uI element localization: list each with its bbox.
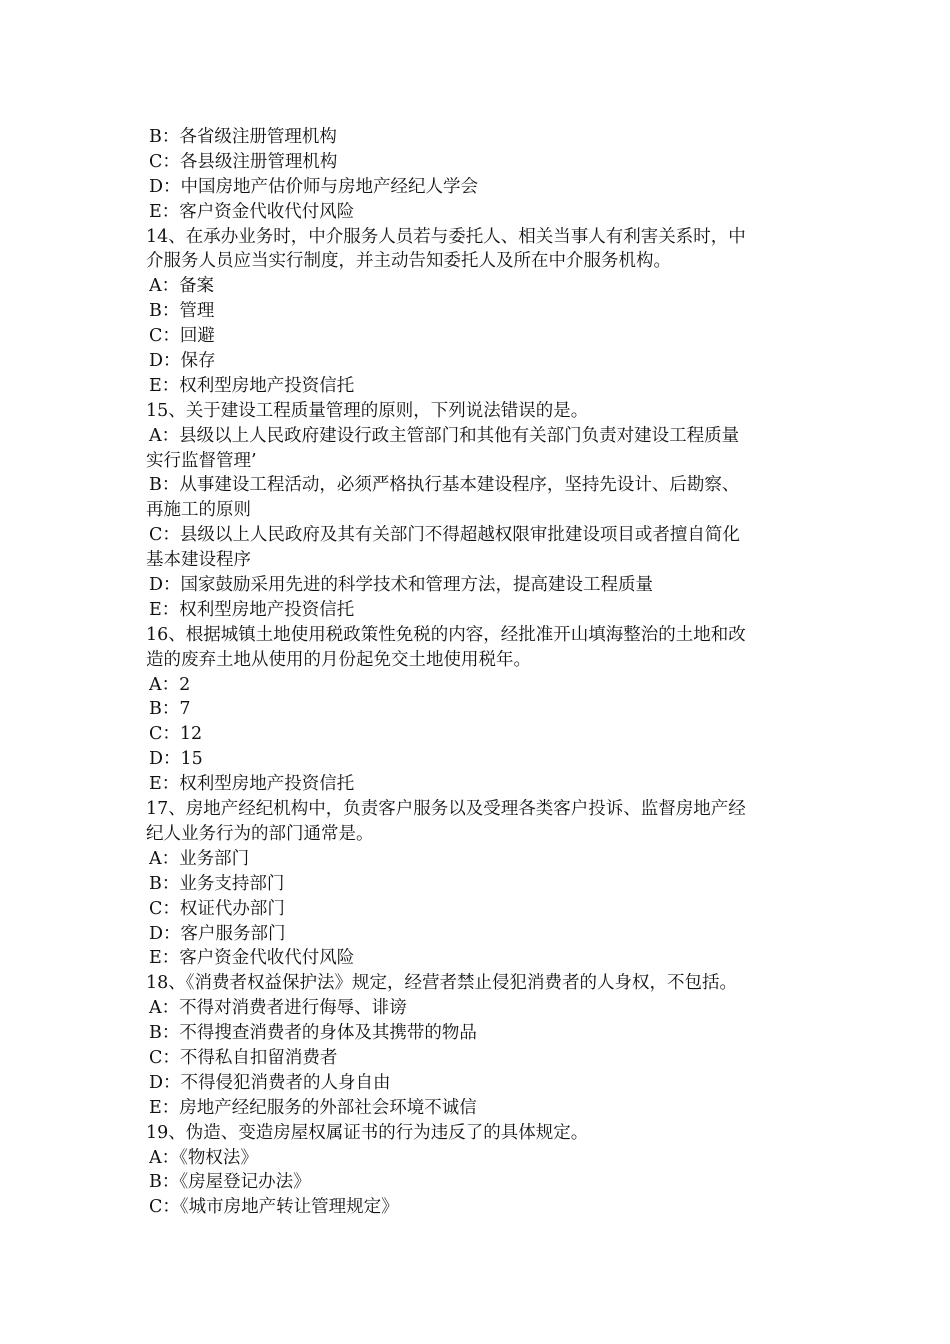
- answer-option-line: E：权利型房地产投资信托: [149, 774, 355, 795]
- question-text-line: 18、《消费者权益保护法》规定，经营者禁止侵犯消费者的人身权，不包括。: [146, 973, 738, 994]
- answer-option-line: D：客户服务部门: [149, 923, 286, 944]
- answer-option-line: D：国家鼓励采用先进的科学技术和管理方法，提高建设工程质量: [149, 575, 654, 596]
- answer-option-line: E：客户资金代收代付风险: [149, 201, 355, 222]
- answer-option-line: D：15: [149, 749, 203, 770]
- answer-option-line: E：房地产经纪服务的外部社会环境不诚信: [149, 1097, 477, 1118]
- answer-option-line: C：各县级注册管理机构: [149, 151, 338, 172]
- answer-option-line: C：权证代办部门: [149, 898, 285, 919]
- answer-option-line: D：不得侵犯消费者的人身自由: [149, 1072, 391, 1093]
- question-text-line: 造的废弃土地从使用的月份起免交土地使用税年。: [146, 649, 531, 670]
- answer-option-line: D：保存: [149, 351, 216, 372]
- question-text-line: 16、根据城镇土地使用税政策性免税的内容，经批准开山填海整治的土地和改: [146, 624, 746, 645]
- answer-option-line: C：回避: [149, 326, 215, 347]
- answer-option-line: E：客户资金代收代付风险: [149, 948, 355, 969]
- answer-option-line: A：县级以上人民政府建设行政主管部门和其他有关部门负责对建设工程质量: [149, 425, 740, 446]
- answer-option-line: C：12: [149, 724, 203, 745]
- question-text-line: 15、关于建设工程质量管理的原则，下列说法错误的是。: [146, 400, 589, 421]
- question-text-line: 14、在承办业务时，中介服务人员若与委托人、相关当事人有利害关系时，中: [146, 226, 746, 247]
- answer-option-line: B：业务支持部门: [149, 873, 285, 894]
- answer-option-line: B：管理: [149, 301, 215, 322]
- question-text-line: 纪人业务行为的部门通常是。: [146, 823, 374, 844]
- question-text-line: 实行监督管理’: [146, 450, 257, 471]
- document-body: [146, 125, 810, 1220]
- answer-option-line: B：7: [149, 699, 191, 720]
- answer-option-line: D：中国房地产估价师与房地产经纪人学会: [149, 176, 479, 197]
- answer-option-line: A：业务部门: [149, 848, 250, 869]
- answer-option-line: E：权利型房地产投资信托: [149, 599, 355, 620]
- answer-option-line: B：各省级注册管理机构: [149, 127, 337, 147]
- answer-option-line: A：《物权法》: [149, 1147, 258, 1168]
- answer-option-line: B：不得搜查消费者的身体及其携带的物品: [149, 1023, 477, 1044]
- answer-option-line: A：备案: [149, 276, 215, 297]
- question-text-line: 17、房地产经纪机构中，负责客户服务以及受理各类客户投诉、监督房地产经: [146, 799, 746, 820]
- question-text-line: 基本建设程序: [146, 550, 251, 571]
- question-text-line: 介服务人员应当实行制度，并主动告知委托人及所在中介服务机构。: [146, 251, 671, 272]
- answer-option-line: C：《城市房地产转让管理规定》: [149, 1197, 399, 1218]
- answer-option-line: C：不得私自扣留消费者: [149, 1047, 338, 1068]
- answer-option-line: A：不得对消费者进行侮辱、诽谤: [149, 998, 407, 1019]
- answer-option-line: C：县级以上人民政府及其有关部门不得超越权限审批建设项目或者擅自简化: [149, 525, 740, 546]
- answer-option-line: A：2: [149, 674, 191, 695]
- question-text-line: 19、伪造、变造房屋权属证书的行为违反了的具体规定。: [146, 1122, 589, 1143]
- answer-option-line: B：从事建设工程活动，必须严格执行基本建设程序，坚持先设计、后勘察、: [149, 475, 740, 496]
- answer-option-line: B：《房屋登记办法》: [149, 1172, 311, 1193]
- answer-option-line: E：权利型房地产投资信托: [149, 375, 355, 396]
- question-text-line: 再施工的原则: [146, 500, 251, 521]
